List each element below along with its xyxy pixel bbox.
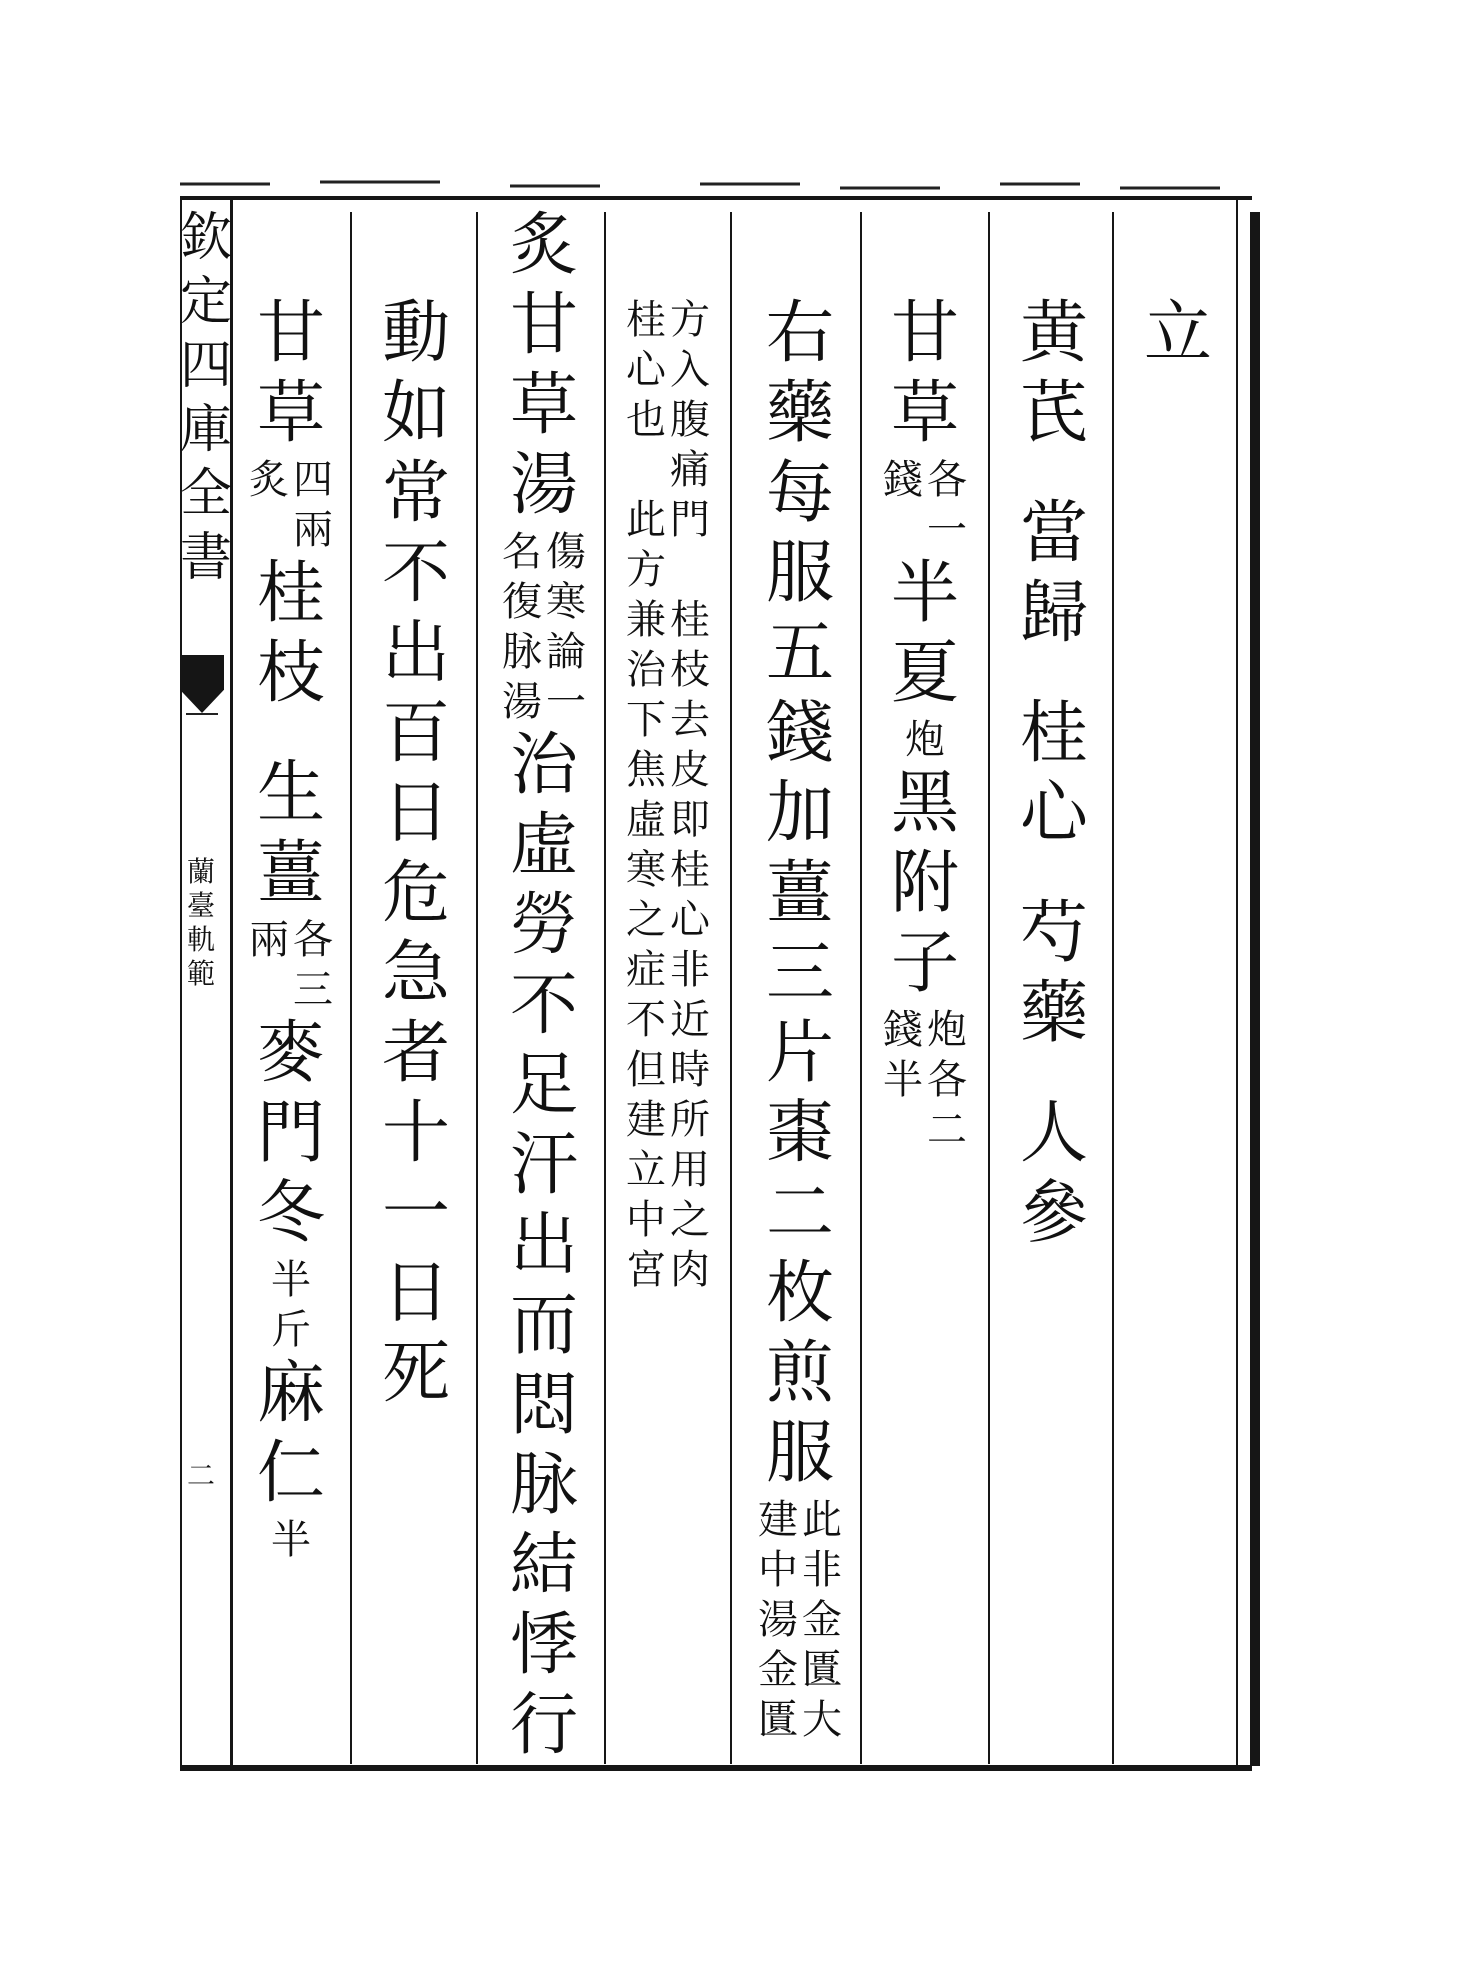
- glyph: 建: [626, 1097, 666, 1143]
- glyph: 二: [927, 1107, 967, 1153]
- glyph: 仁: [256, 1434, 325, 1513]
- glyph: 草: [256, 374, 325, 453]
- glyph: 立: [1143, 294, 1212, 373]
- glyph: 附: [890, 844, 959, 923]
- glyph: 十: [381, 1094, 450, 1173]
- glyph: 兩: [293, 507, 333, 553]
- glyph: 名: [502, 529, 542, 575]
- glyph: 之: [670, 1197, 710, 1243]
- glyph: 之: [626, 897, 666, 943]
- glyph: 枝: [670, 647, 710, 693]
- glyph: 各: [927, 1057, 967, 1103]
- glyph: 常: [381, 454, 450, 533]
- note-right-line: [668, 297, 712, 1300]
- main-text-run: [253, 554, 329, 720]
- glyph: 悸: [509, 1606, 578, 1685]
- main-text-run: [1140, 294, 1216, 380]
- glyph: 桂: [1019, 694, 1088, 773]
- glyph: 三: [293, 967, 333, 1013]
- glyph: 方: [670, 297, 710, 343]
- glyph: 傷: [546, 529, 586, 575]
- glyph: 脉: [509, 1446, 578, 1525]
- glyph: 歸: [1019, 574, 1088, 653]
- glyph: 草: [509, 366, 578, 445]
- glyph: 庫: [179, 400, 232, 460]
- fish-tail-line: [186, 713, 218, 715]
- glyph: 黄: [1019, 294, 1088, 373]
- glyph: 蘭: [186, 855, 215, 888]
- interlinear-note: [903, 717, 947, 770]
- glyph: 全: [179, 464, 232, 524]
- glyph: 下: [626, 697, 666, 743]
- note-left-line: [247, 917, 291, 1020]
- glyph: 桂: [670, 597, 710, 643]
- main-text-run: [762, 294, 838, 1500]
- note-left-line: [881, 457, 925, 560]
- column-separator: [988, 212, 990, 1764]
- glyph: 肉: [670, 1247, 710, 1293]
- glyph: 動: [381, 294, 450, 373]
- main-text-run: [887, 294, 963, 460]
- glyph: 百: [381, 694, 450, 773]
- glyph: 勞: [509, 886, 578, 965]
- glyph: 軌: [186, 923, 215, 956]
- glyph: 所: [670, 1097, 710, 1143]
- glyph: 結: [509, 1526, 578, 1605]
- glyph: [624, 450, 668, 500]
- glyph: 脉: [502, 629, 542, 675]
- glyph: 宮: [626, 1247, 666, 1293]
- glyph: 建: [758, 1497, 798, 1543]
- note-right-line: [269, 1517, 313, 1570]
- note-left-line: [500, 529, 544, 732]
- glyph: 日: [381, 774, 450, 853]
- glyph: 二: [186, 1459, 215, 1492]
- glyph: 炮: [927, 1007, 967, 1053]
- glyph: 近: [670, 997, 710, 1043]
- top-dash-line: [180, 178, 1250, 194]
- glyph: 此: [802, 1497, 842, 1543]
- book-side-subtitle: [186, 855, 216, 994]
- right-frame-inner-rule: [1236, 198, 1238, 1766]
- glyph: 方: [626, 547, 666, 593]
- glyph: 錢: [765, 694, 834, 773]
- glyph: 非: [802, 1547, 842, 1593]
- glyph: 斤: [271, 1307, 311, 1353]
- glyph: 不: [509, 966, 578, 1045]
- glyph: 棗: [765, 1094, 834, 1173]
- glyph: 半: [271, 1517, 311, 1563]
- glyph: 炙: [249, 457, 289, 503]
- glyph: 人: [1019, 1094, 1088, 1173]
- glyph: 黑: [890, 764, 959, 843]
- note-right-line: [269, 1257, 313, 1360]
- glyph: 甘: [256, 294, 325, 373]
- glyph: 甘: [890, 294, 959, 373]
- glyph: 三: [765, 934, 834, 1013]
- column-separator: [476, 212, 478, 1764]
- note-left-line: [624, 297, 668, 1300]
- interlinear-note: [269, 1517, 313, 1570]
- glyph: 二: [765, 1174, 834, 1253]
- main-text-run: [1016, 1094, 1092, 1260]
- glyph: 汗: [509, 1126, 578, 1205]
- glyph: 足: [509, 1046, 578, 1125]
- main-text-run: [253, 1014, 329, 1260]
- glyph: 也: [626, 397, 666, 443]
- glyph: 死: [381, 1334, 450, 1413]
- glyph: 煎: [765, 1334, 834, 1413]
- glyph: 治: [626, 647, 666, 693]
- glyph: 枚: [765, 1254, 834, 1333]
- glyph: 子: [890, 924, 959, 1003]
- glyph: 薑: [256, 834, 325, 913]
- main-text-run: [378, 294, 454, 1420]
- glyph: 行: [509, 1686, 578, 1765]
- glyph: 用: [670, 1147, 710, 1193]
- main-text-run: [1016, 894, 1092, 1060]
- glyph: 加: [765, 774, 834, 853]
- main-text-run: [1016, 694, 1092, 860]
- glyph: 皮: [670, 747, 710, 793]
- glyph: 治: [509, 726, 578, 805]
- glyph: 草: [890, 374, 959, 453]
- glyph: 四: [179, 336, 232, 396]
- glyph: 芍: [1019, 894, 1088, 973]
- glyph: 悶: [509, 1366, 578, 1445]
- glyph: 半: [890, 554, 959, 633]
- text-column: [620, 297, 716, 1300]
- glyph: 每: [765, 454, 834, 533]
- glyph: 冬: [256, 1174, 325, 1253]
- glyph: 炙: [509, 206, 578, 285]
- glyph: 兼: [626, 597, 666, 643]
- glyph: 生: [256, 754, 325, 833]
- glyph: 但: [626, 1047, 666, 1093]
- glyph: 即: [670, 797, 710, 843]
- glyph: 而: [509, 1286, 578, 1365]
- glyph: 中: [626, 1197, 666, 1243]
- glyph: 片: [765, 1014, 834, 1093]
- column-separator: [604, 212, 606, 1764]
- page-folio-number: [186, 1459, 216, 1496]
- glyph: 四: [293, 457, 333, 503]
- main-text-run: [253, 294, 329, 460]
- glyph: 書: [179, 528, 232, 588]
- glyph: 桂: [256, 554, 325, 633]
- glyph: 如: [381, 374, 450, 453]
- glyph: 出: [381, 614, 450, 693]
- glyph: 藥: [765, 374, 834, 453]
- glyph: 錢: [883, 457, 923, 503]
- glyph: 門: [670, 497, 710, 543]
- column-separator: [730, 212, 732, 1764]
- glyph: 服: [765, 1414, 834, 1493]
- glyph: 桂: [626, 297, 666, 343]
- book-side-title: [178, 208, 234, 596]
- glyph: 急: [381, 934, 450, 1013]
- glyph: 論: [546, 629, 586, 675]
- glyph: 焦: [626, 747, 666, 793]
- glyph: 炮: [905, 717, 945, 763]
- interlinear-note: [881, 1007, 969, 1160]
- top-frame-rule: [180, 196, 1252, 200]
- glyph: 服: [765, 534, 834, 613]
- glyph: 參: [1019, 1174, 1088, 1253]
- interlinear-note: [500, 529, 588, 732]
- glyph: 麥: [256, 1014, 325, 1093]
- glyph: 半: [271, 1257, 311, 1303]
- glyph: 心: [1019, 774, 1088, 853]
- note-left-line: [756, 1497, 800, 1750]
- glyph: 危: [381, 854, 450, 933]
- glyph: 不: [381, 534, 450, 613]
- glyph: 匱: [758, 1697, 798, 1743]
- note-left-line: [881, 1007, 925, 1160]
- glyph: 虛: [509, 806, 578, 885]
- text-column: [246, 294, 336, 1570]
- glyph: 各: [927, 457, 967, 503]
- interlinear-note: [624, 297, 712, 1300]
- note-right-line: [925, 1007, 969, 1160]
- interlinear-note: [881, 457, 969, 560]
- main-text-run: [1016, 294, 1092, 460]
- text-column: [1012, 294, 1096, 1260]
- column-separator: [1112, 212, 1114, 1764]
- glyph: 心: [670, 897, 710, 943]
- note-left-line: [247, 457, 291, 560]
- note-right-line: [544, 529, 588, 732]
- glyph: 各: [293, 917, 333, 963]
- glyph: 定: [179, 272, 232, 332]
- text-column: [880, 294, 970, 1160]
- fish-tail-mark: [180, 655, 224, 713]
- glyph: 湯: [502, 679, 542, 725]
- glyph: 欽: [179, 208, 232, 268]
- glyph: 範: [186, 957, 215, 990]
- glyph: 出: [509, 1206, 578, 1285]
- column-separator: [860, 212, 862, 1764]
- glyph: 湯: [758, 1597, 798, 1643]
- glyph: 門: [256, 1094, 325, 1173]
- text-column: [1140, 294, 1216, 380]
- glyph: 金: [802, 1597, 842, 1643]
- bottom-frame-rule: [180, 1765, 1252, 1771]
- text-column: [374, 294, 458, 1420]
- interlinear-note: [269, 1257, 313, 1360]
- note-right-line: [903, 717, 947, 770]
- glyph: 右: [765, 294, 834, 373]
- note-right-line: [291, 457, 335, 560]
- glyph: 夏: [890, 634, 959, 713]
- glyph: 金: [758, 1647, 798, 1693]
- glyph: 芪: [1019, 374, 1088, 453]
- interlinear-note: [247, 917, 335, 1020]
- glyph: 薑: [765, 854, 834, 933]
- glyph: 復: [502, 579, 542, 625]
- main-text-run: [887, 554, 963, 720]
- glyph: 心: [626, 347, 666, 393]
- interlinear-note: [247, 457, 335, 560]
- glyph: 麻: [256, 1354, 325, 1433]
- glyph: 湯: [509, 446, 578, 525]
- glyph: 一: [927, 507, 967, 553]
- text-column: [494, 206, 594, 1772]
- main-text-run: [253, 754, 329, 920]
- interlinear-note: [756, 1497, 844, 1750]
- glyph: 甘: [509, 286, 578, 365]
- glyph: 非: [670, 947, 710, 993]
- column-separator: [350, 212, 352, 1764]
- text-column: [752, 294, 848, 1750]
- right-frame-rule: [1250, 212, 1260, 1766]
- glyph: 寒: [546, 579, 586, 625]
- main-text-run: [1016, 494, 1092, 660]
- glyph: 藥: [1019, 974, 1088, 1053]
- glyph: 不: [626, 997, 666, 1043]
- glyph: 大: [802, 1697, 842, 1743]
- glyph: 腹: [670, 397, 710, 443]
- glyph: 症: [626, 947, 666, 993]
- glyph: 一: [546, 679, 586, 725]
- main-text-run: [506, 726, 582, 1772]
- glyph: 枝: [256, 634, 325, 713]
- glyph: 時: [670, 1047, 710, 1093]
- glyph: 五: [765, 614, 834, 693]
- glyph: 此: [626, 497, 666, 543]
- glyph: 桂: [670, 847, 710, 893]
- glyph: 中: [758, 1547, 798, 1593]
- glyph: 立: [626, 1147, 666, 1193]
- glyph: 半: [883, 1057, 923, 1103]
- glyph: 虛: [626, 797, 666, 843]
- glyph: [668, 550, 712, 600]
- glyph: 日: [381, 1254, 450, 1333]
- glyph: 去: [670, 697, 710, 743]
- glyph: 一: [381, 1174, 450, 1253]
- main-text-run: [506, 206, 582, 532]
- glyph: 匱: [802, 1647, 842, 1693]
- glyph: 寒: [626, 847, 666, 893]
- glyph: 者: [381, 1014, 450, 1093]
- glyph: 錢: [883, 1007, 923, 1053]
- main-text-run: [887, 764, 963, 1010]
- note-right-line: [800, 1497, 844, 1750]
- glyph: 當: [1019, 494, 1088, 573]
- glyph: 兩: [249, 917, 289, 963]
- note-right-line: [925, 457, 969, 560]
- glyph: 痛: [670, 447, 710, 493]
- glyph: 入: [670, 347, 710, 393]
- note-right-line: [291, 917, 335, 1020]
- glyph: 臺: [186, 889, 215, 922]
- main-text-run: [253, 1354, 329, 1520]
